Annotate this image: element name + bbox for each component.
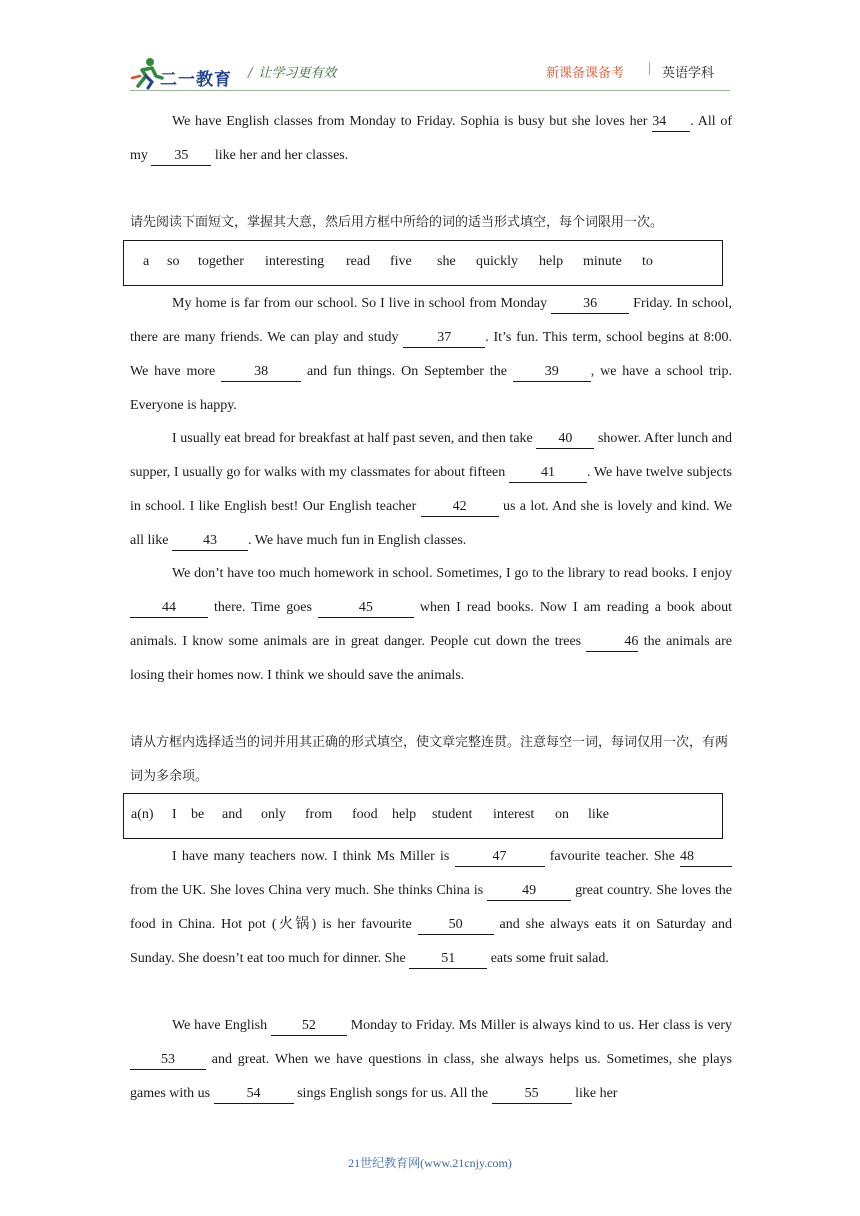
blank-35[interactable]: 35 [151, 147, 211, 166]
blank-45[interactable]: 45 [318, 599, 414, 618]
text: great country. She loves the food in China. Hot pot (火锅) is her favourite [130, 883, 732, 932]
text: the animals are losing their homes now. I think we should save the animals. [130, 634, 732, 683]
word-box-item: five [390, 254, 412, 269]
word-box-s2 [123, 240, 723, 286]
word-box-item: I [172, 807, 177, 822]
paragraph-s2-1 [130, 287, 732, 423]
blank-37[interactable]: 37 [403, 329, 485, 348]
page-header [130, 52, 730, 92]
blank-43[interactable]: 43 [172, 532, 248, 551]
text: We don’t have too much homework in school. Sometimes, I go to the library to read books. I enjoy [172, 566, 732, 581]
text: like her [575, 1086, 618, 1101]
word-box-item: she [437, 254, 456, 269]
text: and great. When we have questions in class, she always helps us. Sometimes, she plays games with us [130, 1052, 732, 1101]
text: and fun things. On September the [306, 364, 507, 379]
word-box-item: so [167, 254, 180, 269]
blank-53[interactable]: 53 [130, 1051, 206, 1070]
text: eats some fruit salad. [490, 951, 609, 966]
text: . All of my [130, 114, 733, 163]
text: sings English songs for us. All the [297, 1086, 489, 1101]
logo [130, 56, 260, 90]
header-divider [130, 90, 730, 91]
text: shower. After lunch and supper, I usually go for walks with my classmates for about fifteen [130, 431, 733, 480]
text: and she always eats it on Saturday and Sunday. She doesn’t eat too much for dinner. She [130, 917, 733, 966]
blank-41[interactable]: 41 [509, 464, 587, 483]
word-box-item: be [191, 807, 205, 822]
text: favourite teacher. She [549, 849, 675, 864]
word-box-s3 [123, 793, 723, 839]
blank-46[interactable]: 46 [586, 633, 638, 652]
header-tag-right: 英语学科 [662, 66, 715, 81]
word-box-item: help [539, 254, 564, 269]
text: like her and her classes. [214, 148, 349, 163]
paragraph-s2-3 [130, 557, 732, 693]
blank-39[interactable]: 39 [513, 363, 591, 382]
slogan-separator: / [248, 66, 253, 81]
word-box-item: minute [583, 254, 622, 269]
paragraph-s1 [130, 105, 732, 173]
instruction-s2: 请先阅读下面短文，掌握其大意，然后用方框中所给的词的适当形式填空，每个词限用一次。 [130, 215, 664, 230]
word-box-item: only [261, 807, 286, 822]
blank-47[interactable]: 47 [455, 848, 545, 867]
text: when I read books. Now I am reading a book about animals. I know some animals are in great danger. People cut down the trees [130, 600, 732, 649]
word-box-item: on [555, 807, 569, 822]
paragraph-s3-2 [130, 1009, 732, 1111]
logo-text: 二一教育 [160, 70, 232, 90]
runner-logo-icon [130, 56, 164, 90]
text: Monday to Friday. Ms Miller is always kind to us. Her class is very [350, 1018, 732, 1033]
text: there. Time goes [213, 600, 312, 615]
blank-40[interactable]: 40 [536, 430, 594, 449]
word-box-item: food [352, 807, 378, 822]
header-tag-separator: | [648, 61, 651, 76]
instruction-s3: 请从方框内选择适当的词并用其正确的形式填空，使文章完整连贯。注意每空一词，每词仅用一次，有两词为多余项。 [130, 735, 729, 784]
paragraph-s3-1 [130, 840, 732, 976]
blank-54[interactable]: 54 [214, 1085, 294, 1104]
word-box-item: student [432, 807, 473, 822]
header-tag-left: 新课备课备考 [546, 66, 625, 81]
blank-49[interactable]: 49 [487, 882, 571, 901]
text: . We have twelve subjects in school. I like English best! Our English teacher [130, 465, 732, 514]
slogan-text: 让学习更有效 [258, 66, 337, 81]
word-box-item: from [305, 807, 333, 822]
blank-42[interactable]: 42 [421, 498, 499, 517]
text: . It’s fun. This term, school begins at 8:00. We have more [130, 330, 733, 379]
blank-55[interactable]: 55 [492, 1085, 572, 1104]
word-box-item: like [588, 807, 609, 822]
word-box-item: to [642, 254, 653, 269]
text: . We have much fun in English classes. [248, 533, 467, 548]
text: I usually eat bread for breakfast at half past seven, and then take [172, 431, 533, 446]
word-box-item: together [198, 254, 244, 269]
blank-51[interactable]: 51 [409, 950, 487, 969]
paragraph-s2-2 [130, 422, 732, 558]
text: I have many teachers now. I think Ms Miller is [172, 849, 450, 864]
blank-36[interactable]: 36 [551, 295, 629, 314]
text: us a lot. And she is lovely and kind. We all like [130, 499, 732, 548]
blank-48[interactable]: 48 [680, 848, 732, 867]
word-box-item: read [346, 254, 371, 269]
word-box-item: quickly [476, 254, 518, 269]
page-footer: 21世纪教育网(www.21cnjy.com) [348, 1156, 512, 1170]
text: Friday. In school, there are many friends. We can play and study [130, 296, 733, 345]
blank-38[interactable]: 38 [221, 363, 301, 382]
slogan [248, 62, 336, 81]
blank-52[interactable]: 52 [271, 1017, 347, 1036]
text: My home is far from our school. So I live in school from Monday [172, 296, 548, 311]
text: , we have a school trip. Everyone is happy. [130, 364, 733, 413]
blank-44[interactable]: 44 [130, 599, 208, 618]
word-box-item: and [222, 807, 243, 822]
word-box-item: interesting [265, 254, 325, 269]
word-box-item: a(n) [131, 807, 154, 822]
text: from the UK. She loves China very much. She thinks China is [130, 883, 484, 898]
word-box-item: help [392, 807, 417, 822]
text: We have English [172, 1018, 268, 1033]
word-box-item: interest [493, 807, 535, 822]
blank-34[interactable]: 34 [652, 113, 690, 132]
text: We have English classes from Monday to Friday. Sophia is busy but she loves her [172, 114, 648, 129]
blank-50[interactable]: 50 [418, 916, 494, 935]
word-box-item: a [143, 254, 150, 269]
